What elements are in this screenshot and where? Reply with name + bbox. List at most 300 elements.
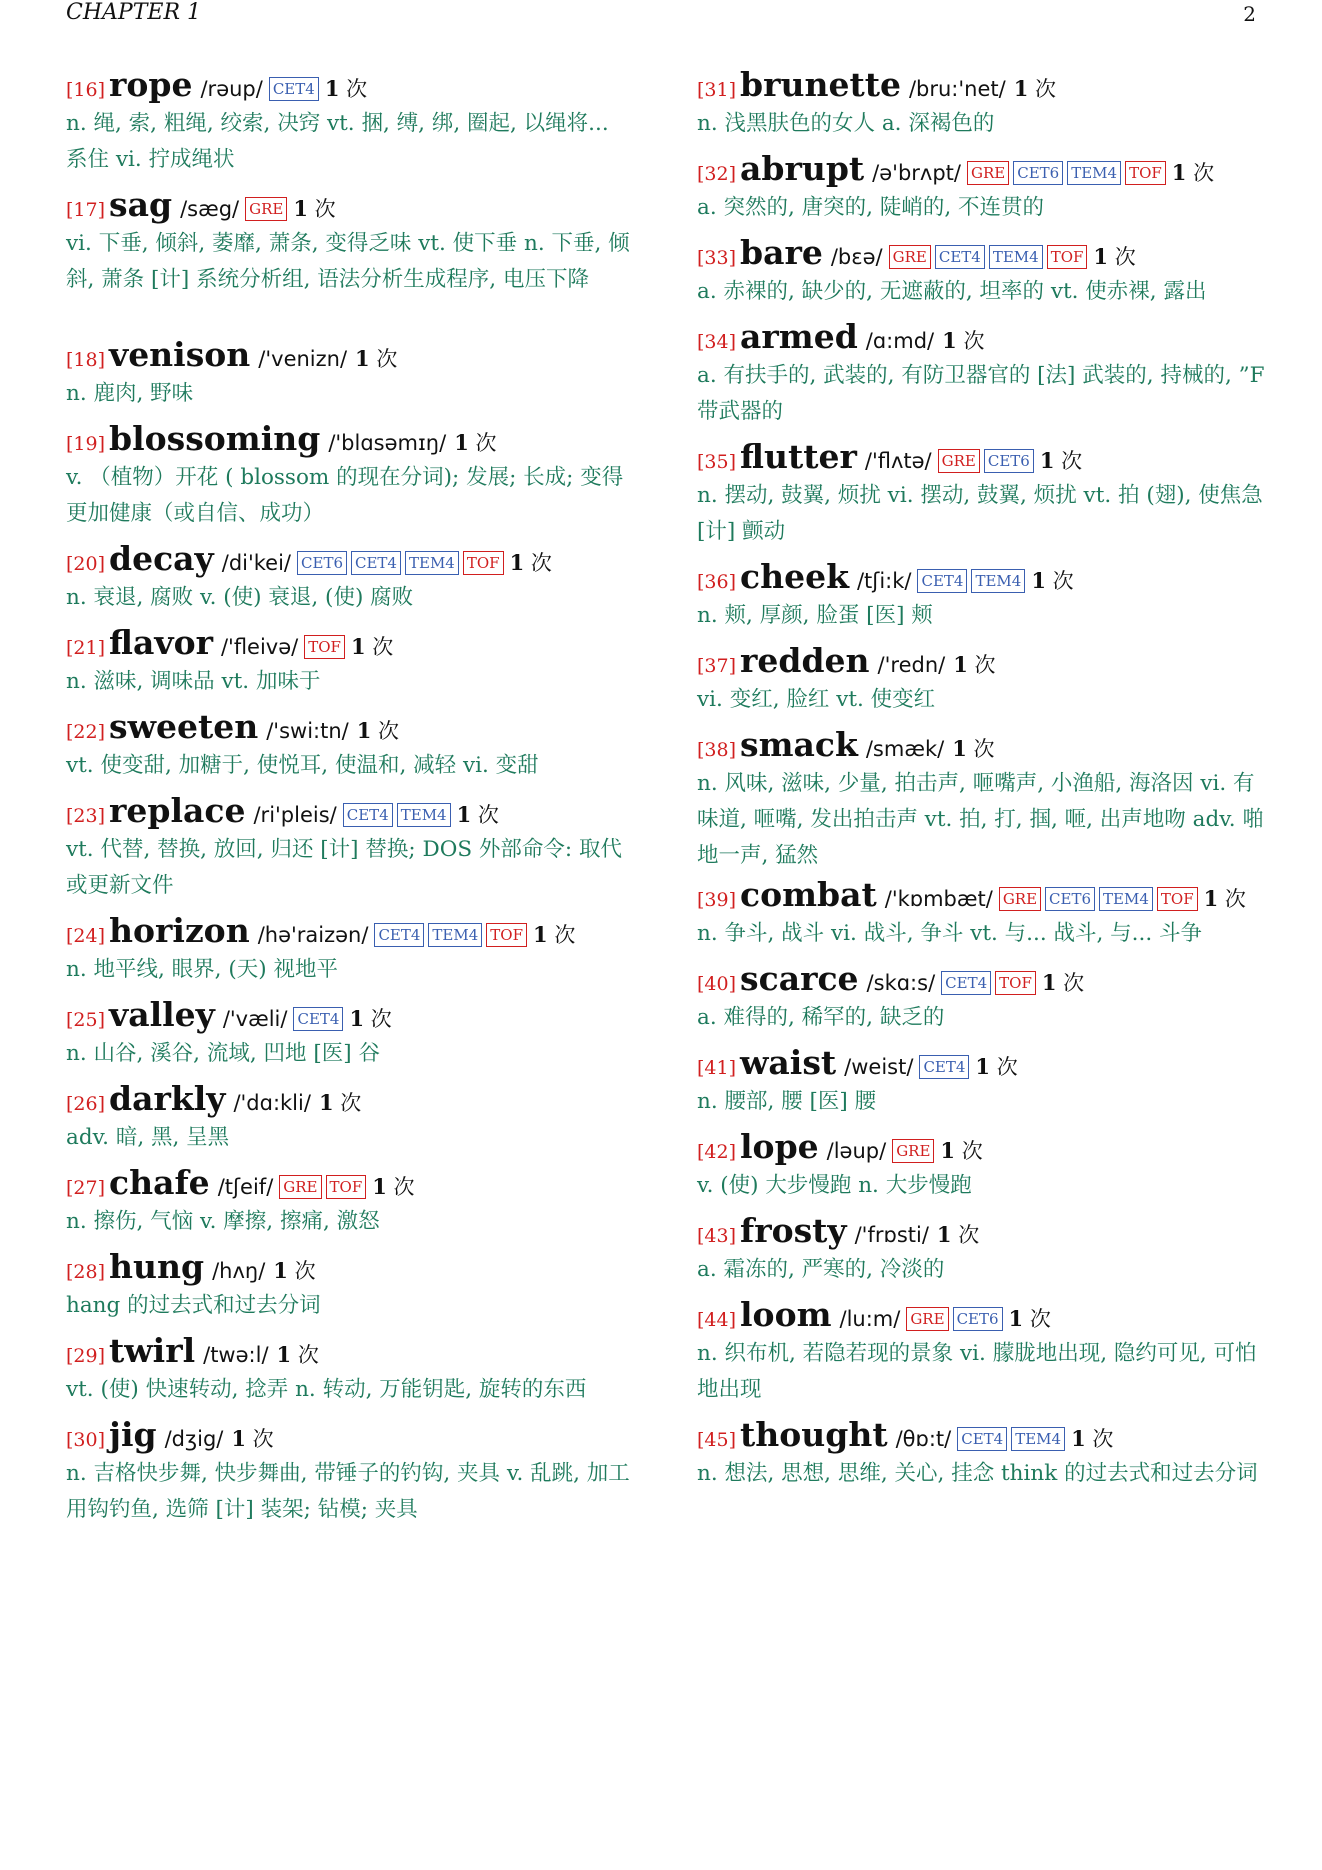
exam-tag-cet4: CET4	[917, 569, 967, 593]
exam-tag-cet4: CET4	[351, 551, 401, 575]
entry-headline	[66, 791, 636, 832]
count-number: 1	[350, 634, 366, 659]
count-number: 1	[1031, 568, 1046, 593]
exam-tag-tem4: TEM4	[971, 569, 1025, 593]
occurrence-count	[457, 799, 499, 829]
count-suffix: 次	[297, 1343, 319, 1367]
occurrence-count	[231, 1423, 273, 1453]
entry-number: [29]	[66, 1345, 106, 1367]
pronunciation: /'blɑsəmɪŋ/	[328, 431, 447, 455]
entry-number: [16]	[66, 79, 106, 101]
count-number: 1	[349, 1006, 365, 1031]
exam-tag-tof: TOF	[463, 551, 504, 575]
occurrence-count	[953, 649, 995, 679]
dictionary-entry	[697, 959, 1267, 1043]
entry-number: [26]	[66, 1093, 106, 1115]
dictionary-entry	[697, 149, 1267, 233]
entry-number: [45]	[697, 1429, 737, 1451]
count-suffix: 次	[1193, 161, 1215, 185]
count-number: 1	[454, 430, 469, 455]
definition-text: n. 颊, 厚颜, 脸蛋 [医] 颊	[697, 603, 933, 628]
count-number: 1	[276, 1342, 292, 1367]
pronunciation: /bru:'net/	[908, 77, 1006, 101]
exam-tag-tof: TOF	[1047, 245, 1088, 269]
pronunciation: /twə:l/	[203, 1343, 269, 1367]
pronunciation: /'kɒmbæt/	[884, 887, 993, 911]
dictionary-entry	[66, 995, 636, 1079]
definition-text: vt. (使) 快速转动, 捻弄 n. 转动, 万能钥匙, 旋转的东西	[66, 1377, 587, 1402]
occurrence-count	[1093, 241, 1135, 271]
pronunciation: /di'kei/	[221, 551, 292, 575]
headword: loom	[740, 1295, 832, 1334]
exam-tag-cet4: CET4	[269, 77, 319, 101]
entry-headline	[66, 1247, 636, 1288]
entry-number: [17]	[66, 199, 106, 221]
definition-text: a. 霜冻的, 严寒的, 冷淡的	[697, 1257, 945, 1282]
definition-text: adv. 暗, 黑, 呈黑	[66, 1125, 230, 1150]
headword: lope	[740, 1127, 819, 1166]
dictionary-entry	[66, 65, 636, 185]
exam-tag-tof: TOF	[1157, 887, 1198, 911]
occurrence-count	[975, 1051, 1017, 1081]
pronunciation: /ə'brʌpt/	[872, 161, 961, 185]
headword: brunette	[740, 65, 901, 104]
definition-text: n. 摆动, 鼓翼, 烦扰 vi. 摆动, 鼓翼, 烦扰 vt. 拍 (翅), 使焦急 [计] 颤动	[697, 483, 1263, 544]
definition-text: n. 擦伤, 气恼 v. 摩擦, 擦痛, 激怒	[66, 1209, 380, 1234]
definition-text: n. 织布机, 若隐若现的景象 vi. 朦胧地出现, 隐约可见, 可怕地出现	[697, 1341, 1257, 1402]
dictionary-entry	[697, 1295, 1267, 1415]
pronunciation: /lu:m/	[839, 1307, 901, 1331]
exam-tag-cet6: CET6	[984, 449, 1034, 473]
occurrence-count	[937, 1219, 979, 1249]
count-number: 1	[1093, 244, 1109, 269]
count-suffix: 次	[961, 1139, 983, 1163]
dictionary-entry	[697, 1415, 1267, 1535]
entry-headline	[66, 1415, 636, 1456]
entry-headline	[66, 539, 636, 580]
pronunciation: /'redn/	[877, 653, 946, 677]
occurrence-count	[1172, 157, 1214, 187]
exam-tag-cet4: CET4	[343, 803, 393, 827]
entry-number: [35]	[697, 451, 737, 473]
occurrence-count	[357, 715, 399, 745]
count-number: 1	[509, 550, 525, 575]
headword: twirl	[109, 1331, 196, 1370]
count-number: 1	[936, 1222, 952, 1247]
count-number: 1	[1203, 886, 1219, 911]
pronunciation: /hə'raizən/	[257, 923, 369, 947]
count-number: 1	[372, 1174, 387, 1199]
dictionary-entry	[66, 911, 636, 995]
occurrence-count	[325, 73, 367, 103]
occurrence-count	[273, 1255, 315, 1285]
definition-text: a. 突然的, 唐突的, 陡峭的, 不连贯的	[697, 195, 1044, 220]
definition-text: a. 有扶手的, 武装的, 有防卫器官的 [法] 武装的, 持械的, ”F 带武器的	[697, 363, 1265, 424]
entry-headline	[697, 1127, 1267, 1168]
count-suffix: 次	[378, 719, 400, 743]
exam-tag-cet6: CET6	[297, 551, 347, 575]
headword: darkly	[109, 1079, 226, 1118]
count-number: 1	[324, 76, 340, 101]
exam-tag-gre: GRE	[999, 887, 1041, 911]
headword: scarce	[740, 959, 859, 998]
count-suffix: 次	[477, 803, 499, 827]
pronunciation: /ɑ:md/	[865, 329, 935, 353]
count-suffix: 次	[1052, 569, 1074, 593]
dictionary-entry	[697, 1211, 1267, 1295]
count-suffix: 次	[530, 551, 552, 575]
entry-headline	[66, 623, 636, 664]
definition-text: n. 衰退, 腐败 v. (使) 衰退, (使) 腐败	[66, 585, 414, 610]
occurrence-count	[293, 193, 335, 223]
definition-text: n. 绳, 索, 粗绳, 绞索, 决窍 vt. 捆, 缚, 绑, 圈起, 以绳将... 系住 vi. 拧成绳状	[66, 111, 609, 172]
exam-tag-gre: GRE	[889, 245, 931, 269]
count-number: 1	[1071, 1426, 1086, 1451]
count-suffix: 次	[252, 1427, 274, 1451]
dictionary-entry	[697, 233, 1267, 317]
entry-number: [43]	[697, 1225, 737, 1247]
dictionary-entry	[697, 437, 1267, 557]
dictionary-entry	[697, 1127, 1267, 1211]
count-suffix: 次	[1061, 449, 1083, 473]
occurrence-count	[277, 1339, 319, 1369]
definition-text: a. 难得的, 稀罕的, 缺乏的	[697, 1005, 945, 1030]
headword: blossoming	[109, 419, 321, 458]
count-suffix: 次	[370, 1007, 392, 1031]
headword: combat	[740, 875, 877, 914]
occurrence-count	[319, 1087, 361, 1117]
pronunciation: /tʃi:k/	[856, 569, 912, 593]
exam-tag-tem4: TEM4	[397, 803, 451, 827]
occurrence-count	[454, 427, 496, 457]
headword: smack	[740, 725, 858, 764]
definition-text: n. 浅黑肤色的女人 a. 深褐色的	[697, 111, 995, 136]
definition-text: a. 赤裸的, 缺少的, 无遮蔽的, 坦率的 vt. 使赤裸, 露出	[697, 279, 1207, 304]
entry-number: [25]	[66, 1009, 106, 1031]
occurrence-count	[942, 325, 984, 355]
pronunciation: /'swi:tn/	[266, 719, 349, 743]
definition-text: vt. 代替, 替换, 放回, 归还 [计] 替换; DOS 外部命令: 取代或更新文件	[66, 837, 622, 898]
exam-tag-cet6: CET6	[1013, 161, 1063, 185]
definition-text: n. 鹿肉, 野味	[66, 381, 194, 406]
pronunciation: /smæk/	[865, 737, 945, 761]
exam-tag-tof: TOF	[326, 1175, 367, 1199]
headword: redden	[740, 641, 870, 680]
count-suffix: 次	[294, 1259, 316, 1283]
headword: chafe	[109, 1163, 210, 1202]
count-suffix: 次	[1092, 1427, 1114, 1451]
count-number: 1	[355, 346, 370, 371]
dictionary-entry	[66, 707, 636, 791]
entry-number: [42]	[697, 1141, 737, 1163]
definition-text: v. （植物）开花 ( blossom 的现在分词); 发展; 长成; 变得更加健康（或自信、成功）	[66, 465, 624, 526]
pronunciation: /'frɒsti/	[854, 1223, 929, 1247]
right-column	[697, 65, 1267, 1535]
exam-tag-tem4: TEM4	[1011, 1427, 1065, 1451]
entry-number: [34]	[697, 331, 737, 353]
exam-tag-tem4: TEM4	[1067, 161, 1121, 185]
page-number: 2	[1243, 2, 1256, 26]
count-number: 1	[456, 802, 472, 827]
definition-text: vi. 变红, 脸红 vt. 使变红	[697, 687, 936, 712]
count-number: 1	[273, 1258, 288, 1283]
dictionary-entry	[66, 539, 636, 623]
count-suffix: 次	[554, 923, 576, 947]
left-column	[66, 65, 636, 1535]
entry-headline	[66, 911, 636, 952]
headword: sweeten	[109, 707, 259, 746]
headword: flavor	[109, 623, 213, 662]
count-suffix: 次	[1063, 971, 1085, 995]
dictionary-entry	[66, 185, 636, 335]
occurrence-count	[952, 733, 994, 763]
exam-tag-tem4: TEM4	[1099, 887, 1153, 911]
dictionary-entry	[66, 1247, 636, 1331]
entry-headline	[697, 1211, 1267, 1252]
exam-tag-gre: GRE	[279, 1175, 321, 1199]
count-suffix: 次	[974, 653, 996, 677]
dictionary-entry	[66, 791, 636, 911]
occurrence-count	[1204, 883, 1246, 913]
entry-number: [32]	[697, 163, 737, 185]
dictionary-entry	[697, 725, 1267, 875]
occurrence-count	[1014, 73, 1056, 103]
definition-text: n. 争斗, 战斗 vi. 战斗, 争斗 vt. 与... 战斗, 与... 斗争	[697, 921, 1203, 946]
dictionary-entry	[66, 335, 636, 419]
entry-headline	[66, 1163, 636, 1204]
entry-headline	[697, 875, 1267, 916]
entry-number: [40]	[697, 973, 737, 995]
count-number: 1	[1171, 160, 1187, 185]
headword: rope	[109, 65, 193, 104]
occurrence-count	[349, 1003, 391, 1033]
count-number: 1	[318, 1090, 334, 1115]
entry-number: [27]	[66, 1177, 106, 1199]
headword: armed	[740, 317, 858, 356]
entry-headline	[66, 65, 636, 106]
headword: flutter	[740, 437, 857, 476]
definition-text: n. 滋味, 调味品 vt. 加味于	[66, 669, 321, 694]
headword: cheek	[740, 557, 849, 596]
entry-number: [21]	[66, 637, 106, 659]
dictionary-entry	[66, 1079, 636, 1163]
entry-number: [31]	[697, 79, 737, 101]
headword: replace	[109, 791, 246, 830]
pronunciation: /'dɑ:kli/	[233, 1091, 311, 1115]
count-suffix: 次	[963, 329, 985, 353]
occurrence-count	[1009, 1303, 1051, 1333]
occurrence-count	[1071, 1423, 1113, 1453]
pronunciation: /tʃeif/	[217, 1175, 274, 1199]
pronunciation: /'fleivə/	[220, 635, 299, 659]
definition-text: vi. 下垂, 倾斜, 萎靡, 萧条, 变得乏味 vt. 使下垂 n. 下垂, 倾斜, 萧条 [计] 系统分析组, 语法分析生成程序, 电压下降	[66, 231, 630, 292]
headword: waist	[740, 1043, 837, 1082]
count-suffix: 次	[1224, 887, 1246, 911]
count-number: 1	[975, 1054, 991, 1079]
occurrence-count	[940, 1135, 982, 1165]
pronunciation: /dʒig/	[164, 1427, 224, 1451]
exam-tag-tof: TOF	[304, 635, 345, 659]
count-number: 1	[940, 1138, 956, 1163]
count-suffix: 次	[973, 737, 995, 761]
definition-text: vt. 使变甜, 加糖于, 使悦耳, 使温和, 减轻 vi. 变甜	[66, 753, 539, 778]
dictionary-entry	[66, 1415, 636, 1535]
pronunciation: /'væli/	[222, 1007, 288, 1031]
count-suffix: 次	[958, 1223, 980, 1247]
dictionary-entry	[697, 557, 1267, 641]
pronunciation: /hʌŋ/	[212, 1259, 266, 1283]
occurrence-count	[355, 343, 397, 373]
exam-tag-gre: GRE	[245, 197, 287, 221]
exam-tag-cet4: CET4	[374, 923, 424, 947]
headword: decay	[109, 539, 214, 578]
count-suffix: 次	[475, 431, 497, 455]
definition-text: n. 地平线, 眼界, (天) 视地平	[66, 957, 338, 982]
entry-headline	[66, 1331, 636, 1372]
pronunciation: /ri'pleis/	[253, 803, 337, 827]
entry-number: [19]	[66, 433, 106, 455]
entry-headline	[697, 437, 1267, 478]
count-suffix: 次	[340, 1091, 362, 1115]
headword: frosty	[740, 1211, 847, 1250]
pronunciation: /'flʌtə/	[864, 449, 932, 473]
count-suffix: 次	[376, 347, 398, 371]
dictionary-entry	[697, 1043, 1267, 1127]
entry-number: [37]	[697, 655, 737, 677]
entry-number: [44]	[697, 1309, 737, 1331]
headword: thought	[740, 1415, 888, 1454]
entry-number: [41]	[697, 1057, 737, 1079]
exam-tag-cet4: CET4	[293, 1007, 343, 1031]
entry-headline	[66, 185, 636, 226]
headword: jig	[109, 1415, 157, 1454]
count-number: 1	[533, 922, 548, 947]
headword: horizon	[109, 911, 250, 950]
exam-tag-tof: TOF	[1125, 161, 1166, 185]
exam-tag-cet4: CET4	[941, 971, 991, 995]
count-number: 1	[1008, 1306, 1024, 1331]
entry-headline	[697, 1415, 1267, 1456]
exam-tag-cet4: CET4	[957, 1427, 1007, 1451]
occurrence-count	[351, 631, 393, 661]
entry-headline	[697, 317, 1267, 358]
headword: abrupt	[740, 149, 865, 188]
count-number: 1	[1013, 76, 1029, 101]
occurrence-count	[1040, 445, 1082, 475]
pronunciation: /rəup/	[200, 77, 263, 101]
count-number: 1	[1039, 448, 1055, 473]
entry-number: [18]	[66, 349, 106, 371]
entry-headline	[697, 641, 1267, 682]
count-number: 1	[952, 736, 967, 761]
occurrence-count	[1042, 967, 1084, 997]
exam-tag-tof: TOF	[995, 971, 1036, 995]
definition-text: n. 想法, 思想, 思维, 关心, 挂念 think 的过去式和过去分词	[697, 1461, 1258, 1486]
entry-headline	[697, 233, 1267, 274]
count-suffix: 次	[1114, 245, 1136, 269]
entry-headline	[66, 419, 636, 460]
entry-headline	[697, 557, 1267, 598]
entry-headline	[66, 995, 636, 1036]
exam-tag-cet6: CET6	[1045, 887, 1095, 911]
exam-tag-tem4: TEM4	[405, 551, 459, 575]
count-suffix: 次	[314, 197, 336, 221]
exam-tag-cet4: CET4	[935, 245, 985, 269]
definition-text: n. 腰部, 腰 [医] 腰	[697, 1089, 877, 1114]
entry-headline	[697, 1295, 1267, 1336]
count-number: 1	[356, 718, 372, 743]
entry-headline	[697, 1043, 1267, 1084]
occurrence-count	[510, 547, 552, 577]
count-number: 1	[1041, 970, 1057, 995]
entry-number: [39]	[697, 889, 737, 911]
dictionary-entry	[697, 65, 1267, 149]
headword: sag	[109, 185, 173, 224]
entry-headline	[66, 335, 636, 376]
pronunciation: /bɛə/	[830, 245, 883, 269]
entry-headline	[697, 149, 1267, 190]
pronunciation: /sæg/	[180, 197, 240, 221]
count-suffix: 次	[346, 77, 368, 101]
exam-tag-tof: TOF	[486, 923, 527, 947]
dictionary-entry	[697, 875, 1267, 959]
count-suffix: 次	[996, 1055, 1018, 1079]
count-number: 1	[231, 1426, 246, 1451]
pronunciation: /skɑ:s/	[866, 971, 936, 995]
entry-number: [23]	[66, 805, 106, 827]
headword: bare	[740, 233, 823, 272]
exam-tag-gre: GRE	[892, 1139, 934, 1163]
occurrence-count	[533, 919, 575, 949]
count-suffix: 次	[1029, 1307, 1051, 1331]
entry-number: [22]	[66, 721, 106, 743]
definition-text: n. 风味, 滋味, 少量, 拍击声, 咂嘴声, 小渔船, 海洛因 vi. 有味道, 咂嘴, 发出拍击声 vt. 拍, 打, 掴, 咂, 出声地吻 adv. 啪地一声, 猛然	[697, 771, 1264, 868]
exam-tag-tem4: TEM4	[989, 245, 1043, 269]
definition-text: v. (使) 大步慢跑 n. 大步慢跑	[697, 1173, 972, 1198]
pronunciation: /ləup/	[826, 1139, 887, 1163]
exam-tag-cet6: CET6	[953, 1307, 1003, 1331]
count-number: 1	[953, 652, 968, 677]
dictionary-entry	[66, 419, 636, 539]
headword: valley	[109, 995, 215, 1034]
dictionary-entry	[66, 1331, 636, 1415]
entry-headline	[697, 725, 1267, 766]
entry-headline	[66, 1079, 636, 1120]
count-number: 1	[942, 328, 957, 353]
headword: hung	[109, 1247, 205, 1286]
dictionary-entry	[697, 641, 1267, 725]
count-number: 1	[293, 196, 308, 221]
definition-text: n. 山谷, 溪谷, 流域, 凹地 [医] 谷	[66, 1041, 380, 1066]
entry-headline	[66, 707, 636, 748]
exam-tag-gre: GRE	[906, 1307, 948, 1331]
count-suffix: 次	[393, 1175, 415, 1199]
entry-headline	[697, 959, 1267, 1000]
exam-tag-gre: GRE	[967, 161, 1009, 185]
entry-number: [28]	[66, 1261, 106, 1283]
dictionary-entry	[66, 623, 636, 707]
pronunciation: /weist/	[844, 1055, 914, 1079]
chapter-title: CHAPTER 1	[66, 0, 201, 25]
dictionary-entry	[66, 1163, 636, 1247]
entry-number: [30]	[66, 1429, 106, 1451]
entry-number: [24]	[66, 925, 106, 947]
entry-number: [20]	[66, 553, 106, 575]
exam-tag-gre: GRE	[938, 449, 980, 473]
entry-number: [38]	[697, 739, 737, 761]
headword: venison	[109, 335, 251, 374]
count-suffix: 次	[372, 635, 394, 659]
